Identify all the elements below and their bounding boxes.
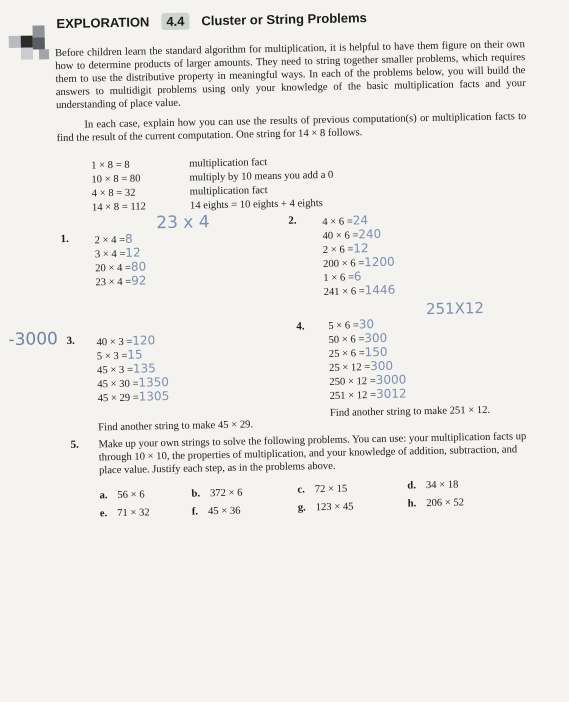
problem-2-line: [323, 255, 395, 270]
equation-text: 2 × 4 =: [94, 234, 126, 247]
handwritten-answer: 6: [353, 269, 362, 284]
equation-text: 45 × 30 =: [97, 378, 139, 391]
handwritten-answer: 240: [358, 226, 382, 242]
problem-1-line: [94, 232, 132, 247]
option-letter: b.: [191, 488, 201, 500]
handwritten-answer: 12: [125, 245, 141, 260]
problem-4-line: [329, 372, 406, 387]
equation-text: 241 × 6 =: [323, 286, 365, 299]
option-letter: h.: [407, 498, 417, 510]
problem-3-margin-note: -3000: [8, 329, 59, 351]
handwritten-answer: 24: [352, 213, 369, 228]
intro-paragraph-1: Before children learn the standard algorithm for multiplication, it is helpful to have them figure on their own how to determine products of larger amounts. They need to string together smaller problems, which requires them to use the distributive property in meaningful ways. In each of the problems below, you will build the answers to multidigit problems using only your knowledge of the basic multiplication facts and your understanding of place value.: [54, 39, 526, 112]
handwritten-answer: 1350: [138, 375, 170, 390]
option-expression: 56 × 6: [117, 489, 145, 502]
handwritten-answer: 8: [124, 231, 133, 246]
example-note: multiplication fact: [189, 185, 268, 198]
handwritten-answer: 15: [127, 347, 143, 362]
handwritten-answer: 150: [364, 344, 388, 360]
option-expression: 72 × 15: [314, 483, 348, 496]
intro-paragraph-2: In each case, explain how you can use the results of previous computation(s) or multiplication facts to find the result of the current computation. One string for 14 × 8 follows.: [56, 111, 527, 145]
handwritten-answer: 30: [358, 317, 375, 332]
equation-text: 45 × 29 =: [97, 392, 139, 405]
equation-text: 5 × 6 =: [328, 320, 359, 332]
problem-5-option: [298, 501, 354, 513]
handwritten-answer: 1305: [138, 389, 170, 404]
puzzle-cubes-icon: [6, 23, 53, 64]
problem-5-label: 5.: [70, 438, 79, 451]
problem-1-handwritten-note: 23 x 4: [156, 212, 210, 234]
option-letter: g.: [297, 502, 306, 514]
option-letter: f.: [191, 506, 199, 518]
problem-4-line: [328, 317, 374, 332]
problem-4-line: [329, 386, 406, 401]
problem-3-find-prompt: Find another string to make 45 × 29.: [98, 419, 254, 434]
handwritten-answer: 135: [132, 361, 156, 376]
problem-1-label: 1.: [60, 232, 69, 246]
problem-5-option: [191, 488, 242, 500]
problem-3-label: 3.: [66, 334, 75, 347]
equation-text: 250 × 12 =: [329, 376, 376, 388]
problem-2-line: [322, 213, 368, 228]
problem-1-line: [95, 273, 146, 288]
handwritten-answer: 80: [130, 259, 147, 274]
handwritten-answer: 12: [353, 241, 369, 256]
equation-text: 25 × 12 =: [329, 362, 371, 374]
option-letter: d.: [407, 480, 417, 492]
problem-5-text: Make up your own strings to solve the following problems. You can use: your multiplication facts up through 10 × 10, the properties of multiplication, and your knowledge of addition, subtraction, and place value. Justify each step, as in the problems above.: [98, 431, 527, 477]
problem-1-line: [95, 246, 141, 261]
problem-4-line: [329, 345, 388, 360]
equation-text: 23 × 4 =: [95, 276, 132, 289]
example-eq: 1 × 8 = 8: [91, 159, 130, 172]
exploration-title: Cluster or String Problems: [201, 10, 367, 29]
problem-3-line: [97, 348, 143, 363]
equation-text: 2 × 6 =: [322, 244, 354, 257]
option-expression: 71 × 32: [117, 507, 150, 520]
problem-3-line: [96, 333, 155, 348]
handwritten-answer: 1446: [364, 282, 396, 298]
option-letter: c.: [297, 484, 305, 496]
handwritten-answer: 300: [364, 330, 388, 346]
example-eq: 14 × 8 = 112: [91, 201, 147, 214]
problem-5-option: [407, 479, 458, 491]
example-eq: 4 × 8 = 32: [91, 187, 136, 200]
option-expression: 34 × 18: [425, 479, 459, 492]
equation-text: 1 × 6 =: [323, 272, 354, 285]
equation-text: 25 × 6 =: [328, 348, 365, 360]
problem-2-label: 2.: [288, 214, 297, 227]
equation-text: 40 × 3 =: [96, 336, 133, 349]
equation-text: 45 × 3 =: [97, 364, 134, 377]
problem-5-option: [408, 497, 465, 509]
equation-text: 50 × 6 =: [328, 334, 365, 346]
handwritten-answer: 3012: [375, 386, 407, 402]
problem-2-line: [323, 269, 361, 284]
equation-text: 5 × 3 =: [96, 350, 128, 363]
problem-2-line: [323, 241, 369, 256]
problem-3-line: [97, 361, 156, 376]
handwritten-answer: 92: [131, 273, 147, 288]
problem-5-option: [100, 507, 150, 519]
example-note: multiply by 10 means you add a 0: [189, 169, 334, 184]
exploration-number: 4.4: [161, 13, 189, 31]
equation-text: 40 × 6 =: [322, 230, 359, 243]
problem-2-line: [322, 227, 381, 242]
example-note: 14 eights = 10 eights + 4 eights: [189, 198, 323, 212]
option-letter: e.: [99, 508, 108, 520]
equation-text: 20 × 4 =: [95, 262, 132, 275]
handwritten-answer: 300: [370, 358, 394, 374]
problem-5-option: [297, 484, 347, 496]
option-expression: 372 × 6: [209, 487, 243, 500]
equation-text: 200 × 6 =: [323, 258, 365, 271]
problem-4-line: [329, 359, 393, 374]
handwritten-answer: 1200: [364, 254, 395, 270]
equation-text: 3 × 4 =: [94, 248, 126, 261]
handwritten-answer: 120: [132, 333, 156, 348]
option-expression: 206 × 52: [426, 497, 465, 510]
option-expression: 45 × 36: [207, 505, 241, 518]
example-eq: 10 × 8 = 80: [91, 173, 141, 186]
problem-1-line: [95, 259, 146, 274]
handwritten-answer: 3000: [375, 372, 407, 388]
exploration-header: [56, 9, 367, 32]
problem-3-line: [97, 375, 169, 390]
problem-3-line: [97, 389, 169, 404]
problem-5-option: [192, 506, 241, 518]
option-expression: 123 × 45: [315, 501, 354, 514]
problem-4-line: [328, 331, 387, 346]
equation-text: 251 × 12 =: [329, 390, 377, 402]
option-letter: a.: [99, 490, 108, 502]
exploration-label: EXPLORATION: [56, 14, 150, 32]
problem-4-label: 4.: [296, 320, 305, 333]
problem-4-handwritten-note: 251X12: [425, 298, 485, 319]
example-note: multiplication fact: [189, 157, 268, 170]
problem-5-option: [99, 490, 144, 502]
equation-text: 4 × 6 =: [322, 216, 353, 229]
problem-2-line: [323, 283, 395, 298]
problem-4-find-prompt: Find another string to make 251 × 12.: [329, 404, 491, 419]
